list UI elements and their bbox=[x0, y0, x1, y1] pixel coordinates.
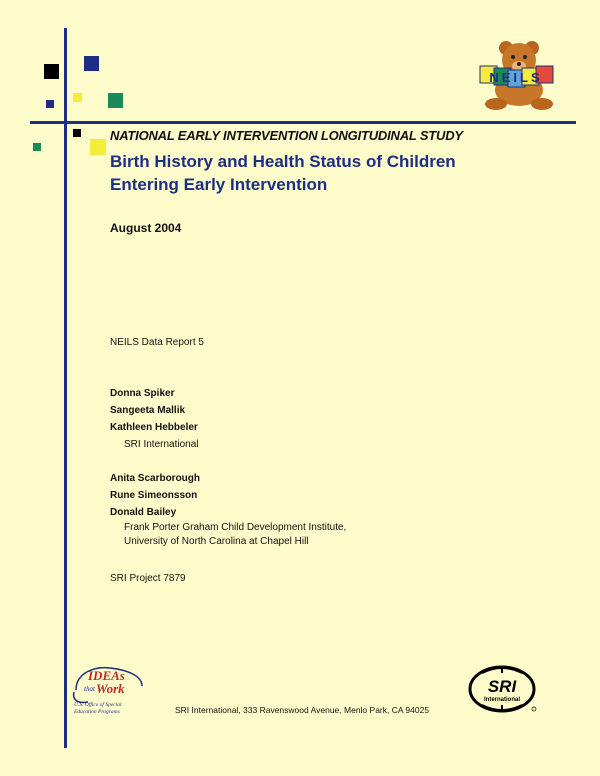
author-affiliation: University of North Carolina at Chapel Hill bbox=[124, 536, 309, 547]
report-label: NEILS Data Report 5 bbox=[110, 337, 204, 348]
author-name: Donald Bailey bbox=[110, 507, 177, 518]
small-blue-square-decoration bbox=[46, 100, 54, 108]
author-name: Kathleen Hebbeler bbox=[110, 422, 198, 433]
ideas-that-work-logo bbox=[70, 660, 150, 718]
small-yellow-square-decoration bbox=[73, 93, 82, 102]
black-square-decoration bbox=[44, 64, 59, 79]
sri-logo-text: International bbox=[483, 697, 521, 703]
small-green-square-decoration bbox=[33, 143, 41, 151]
publication-date: August 2004 bbox=[110, 221, 182, 235]
ideas-logo-text: Work bbox=[96, 681, 125, 696]
ideas-logo-text: IDEAs bbox=[88, 668, 125, 683]
ideas-logo-text: that bbox=[84, 685, 95, 693]
yellow-square-decoration bbox=[90, 139, 106, 155]
footer-address: SRI International, 333 Ravenswood Avenue, Menlo Park, CA 94025 bbox=[175, 705, 430, 715]
sri-international-logo bbox=[468, 665, 538, 713]
author-affiliation: Frank Porter Graham Child Development Institute, bbox=[124, 522, 347, 533]
neils-logo-text: NEILS bbox=[489, 70, 543, 85]
author-name: Rune Simeonsson bbox=[110, 490, 198, 501]
author-affiliation: SRI International bbox=[124, 439, 199, 450]
title-line-2: Entering Early Intervention bbox=[110, 175, 328, 194]
green-square-decoration bbox=[108, 93, 123, 108]
neils-teddy-logo bbox=[474, 38, 570, 112]
title-line-1: Birth History and Health Status of Children bbox=[110, 152, 456, 171]
small-black-square-decoration bbox=[73, 129, 81, 137]
page-title bbox=[110, 150, 530, 196]
author-name: Sangeeta Mallik bbox=[110, 405, 186, 416]
ideas-logo-subtext: U.S. Office of Special bbox=[74, 702, 122, 708]
project-number: SRI Project 7879 bbox=[110, 573, 186, 584]
author-name: Anita Scarborough bbox=[110, 473, 201, 484]
sri-logo-text: SRI bbox=[487, 677, 517, 696]
series-title: NATIONAL EARLY INTERVENTION LONGITUDINAL STUDY bbox=[110, 128, 463, 143]
blue-square-decoration bbox=[84, 56, 99, 71]
horizontal-rule bbox=[30, 121, 576, 124]
ideas-logo-subtext: Education Programs bbox=[74, 709, 120, 715]
author-name: Donna Spiker bbox=[110, 388, 175, 399]
vertical-rule bbox=[64, 28, 67, 748]
